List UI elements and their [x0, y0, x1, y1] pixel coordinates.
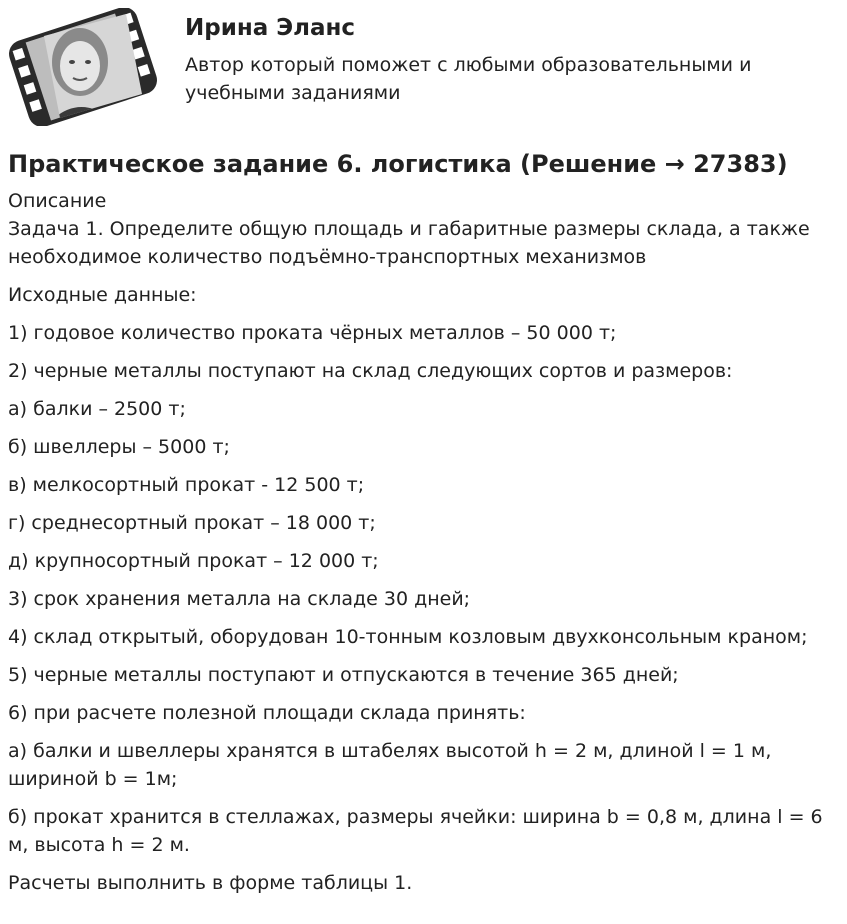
paragraph: а) балки и швеллеры хранятся в штабелях высотой h = 2 м, длиной l = 1 м, шириной b = 1м;: [8, 740, 772, 790]
task-content: [8, 187, 839, 897]
author-description: Автор который поможет с любыми образовательными и учебными заданиями: [185, 54, 752, 104]
paragraph: б) швеллеры – 5000 т;: [8, 436, 230, 458]
paragraph: Расчеты выполнить в форме таблицы 1.: [8, 872, 413, 894]
paragraph: 4) склад открытый, оборудован 10-тонным козловым двухконсольным краном;: [8, 626, 808, 648]
paragraph: в) мелкосортный прокат - 12 500 т;: [8, 474, 365, 496]
paragraph: 5) черные металлы поступают и отпускаются в течение 365 дней;: [8, 664, 679, 686]
paragraph: д) крупносортный прокат – 12 000 т;: [8, 550, 379, 572]
description-label: Описание: [8, 190, 107, 212]
paragraph: 6) при расчете полезной площади склада принять:: [8, 702, 526, 724]
paragraph: г) среднесортный прокат – 18 000 т;: [8, 512, 376, 534]
task-statement: Задача 1. Определите общую площадь и габаритные размеры склада, а также необходимое количество подъёмно-транспортных механизмов: [8, 218, 810, 268]
paragraph: а) балки – 2500 т;: [8, 398, 186, 420]
paragraph: 3) срок хранения металла на складе 30 дней;: [8, 588, 471, 610]
page-title: Практическое задание 6. логистика (Решение → 27383): [8, 150, 788, 178]
author-name[interactable]: Ирина Эланс: [185, 15, 356, 41]
avatar-photo-icon[interactable]: [8, 8, 158, 126]
paragraph: б) прокат хранится в стеллажах, размеры ячейки: ширина b = 0,8 м, длина l = 6 м, высота h = 2 м.: [8, 806, 823, 856]
paragraph: 1) годовое количество проката чёрных металлов – 50 000 т;: [8, 322, 617, 344]
paragraph: 2) черные металлы поступают на склад следующих сортов и размеров:: [8, 360, 733, 382]
author-card: [8, 8, 839, 126]
paragraph: Исходные данные:: [8, 284, 197, 306]
